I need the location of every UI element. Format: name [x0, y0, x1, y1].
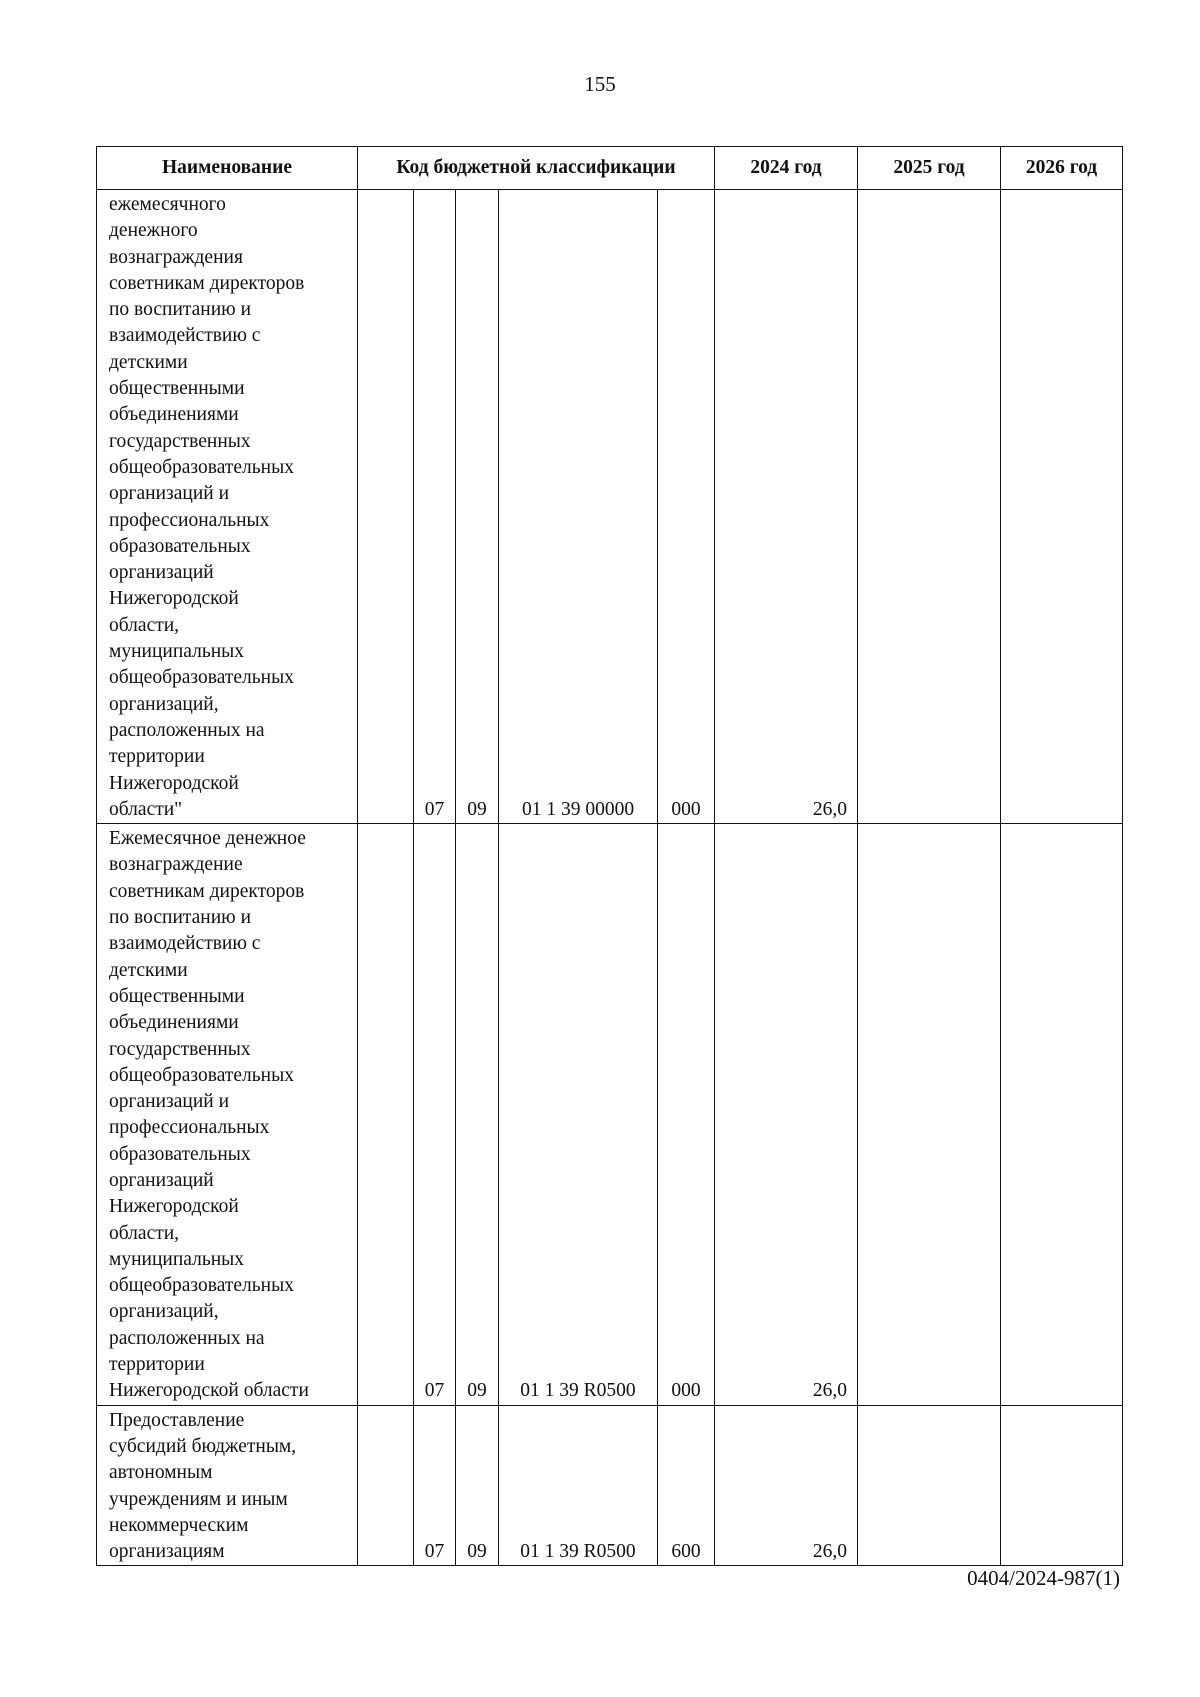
row-name	[97, 190, 358, 824]
header-name: Наименование	[97, 147, 358, 190]
subsection-code: 09	[456, 190, 499, 824]
name-line: объединениями	[109, 1012, 239, 1034]
name-line: общеобразовательных	[109, 1275, 294, 1297]
name-line: автономным	[109, 1462, 213, 1484]
name-line: Ежемесячное денежное	[109, 828, 306, 850]
row-name	[97, 824, 358, 1406]
name-line: области,	[109, 614, 180, 636]
name-line: муниципальных	[109, 641, 245, 663]
name-line: вознаграждения	[109, 246, 243, 268]
name-line: по воспитанию и	[109, 299, 252, 321]
name-line: денежного	[109, 220, 198, 242]
name-line: детскими	[109, 351, 188, 373]
name-line: взаимодействию с	[109, 325, 261, 347]
name-line: Нижегородской	[109, 772, 239, 794]
name-line: организаций,	[109, 1301, 219, 1323]
name-line: территории	[109, 746, 205, 768]
name-line: территории	[109, 1354, 205, 1376]
name-line: профессиональных	[109, 509, 270, 531]
expense-type-code: 000	[658, 824, 715, 1406]
name-line: Нижегородской области	[109, 1380, 309, 1402]
target-article-code: 01 1 39 00000	[499, 190, 658, 824]
name-line: объединениями	[109, 404, 239, 426]
blank-cell	[358, 824, 414, 1406]
name-line: общеобразовательных	[109, 667, 294, 689]
budget-table	[96, 146, 1123, 1566]
amount-2026	[1001, 1405, 1123, 1566]
name-line: организаций и	[109, 483, 229, 505]
name-line: области,	[109, 1222, 180, 1244]
name-line: Нижегородской	[109, 1196, 239, 1218]
name-line: вознаграждение	[109, 854, 243, 876]
name-line: организаций,	[109, 693, 219, 715]
document-registration-number: 0404/2024-987(1)	[967, 1566, 1120, 1590]
header-budget-code: Код бюджетной классификации	[358, 147, 715, 190]
row-name	[97, 1405, 358, 1566]
name-line: некоммерческим	[109, 1514, 249, 1536]
amount-2025	[858, 824, 1001, 1406]
name-line: организациям	[109, 1541, 225, 1563]
subsection-code: 09	[456, 1405, 499, 1566]
table-row	[97, 1405, 1123, 1566]
header-2025: 2025 год	[858, 147, 1001, 190]
name-line: образовательных	[109, 535, 251, 557]
name-line: организаций и	[109, 1091, 229, 1113]
amount-2026	[1001, 190, 1123, 824]
amount-2026	[1001, 824, 1123, 1406]
amount-2025	[858, 190, 1001, 824]
name-line: организаций	[109, 1169, 214, 1191]
name-line: общеобразовательных	[109, 1064, 294, 1086]
expense-type-code: 000	[658, 190, 715, 824]
header-2024: 2024 год	[715, 147, 858, 190]
name-line: советникам директоров	[109, 880, 305, 902]
subsection-code: 09	[456, 824, 499, 1406]
page-number: 155	[584, 72, 616, 96]
name-line: образовательных	[109, 1143, 251, 1165]
amount-2024: 26,0	[715, 824, 858, 1406]
name-line: области"	[109, 798, 183, 820]
section-code: 07	[414, 190, 456, 824]
amount-2025	[858, 1405, 1001, 1566]
name-line: субсидий бюджетным,	[109, 1435, 297, 1457]
blank-cell	[358, 190, 414, 824]
table-row	[97, 824, 1123, 1406]
name-line: ежемесячного	[109, 194, 226, 215]
name-line: по воспитанию и	[109, 907, 252, 929]
amount-2024: 26,0	[715, 1405, 858, 1566]
name-line: общеобразовательных	[109, 456, 294, 478]
table-row	[97, 190, 1123, 824]
name-line: учреждениям и иным	[109, 1488, 288, 1510]
name-line: общественными	[109, 985, 245, 1007]
name-line: советникам директоров	[109, 272, 305, 294]
name-line: профессиональных	[109, 1117, 270, 1139]
name-line: расположенных на	[109, 1327, 265, 1349]
name-line: общественными	[109, 378, 245, 400]
name-line: детскими	[109, 959, 188, 981]
table-body	[97, 190, 1123, 1566]
name-line: Предоставление	[109, 1409, 245, 1431]
name-line: организаций	[109, 562, 214, 584]
name-line: муниципальных	[109, 1248, 245, 1270]
target-article-code: 01 1 39 R0500	[499, 1405, 658, 1566]
amount-2024: 26,0	[715, 190, 858, 824]
name-line: Нижегородской	[109, 588, 239, 610]
header-2026: 2026 год	[1001, 147, 1123, 190]
name-line: расположенных на	[109, 719, 265, 741]
name-line: государственных	[109, 1038, 251, 1060]
section-code: 07	[414, 824, 456, 1406]
target-article-code: 01 1 39 R0500	[499, 824, 658, 1406]
name-line: взаимодействию с	[109, 933, 261, 955]
name-line: государственных	[109, 430, 251, 452]
expense-type-code: 600	[658, 1405, 715, 1566]
blank-cell	[358, 1405, 414, 1566]
section-code: 07	[414, 1405, 456, 1566]
table-header-row	[97, 147, 1123, 190]
